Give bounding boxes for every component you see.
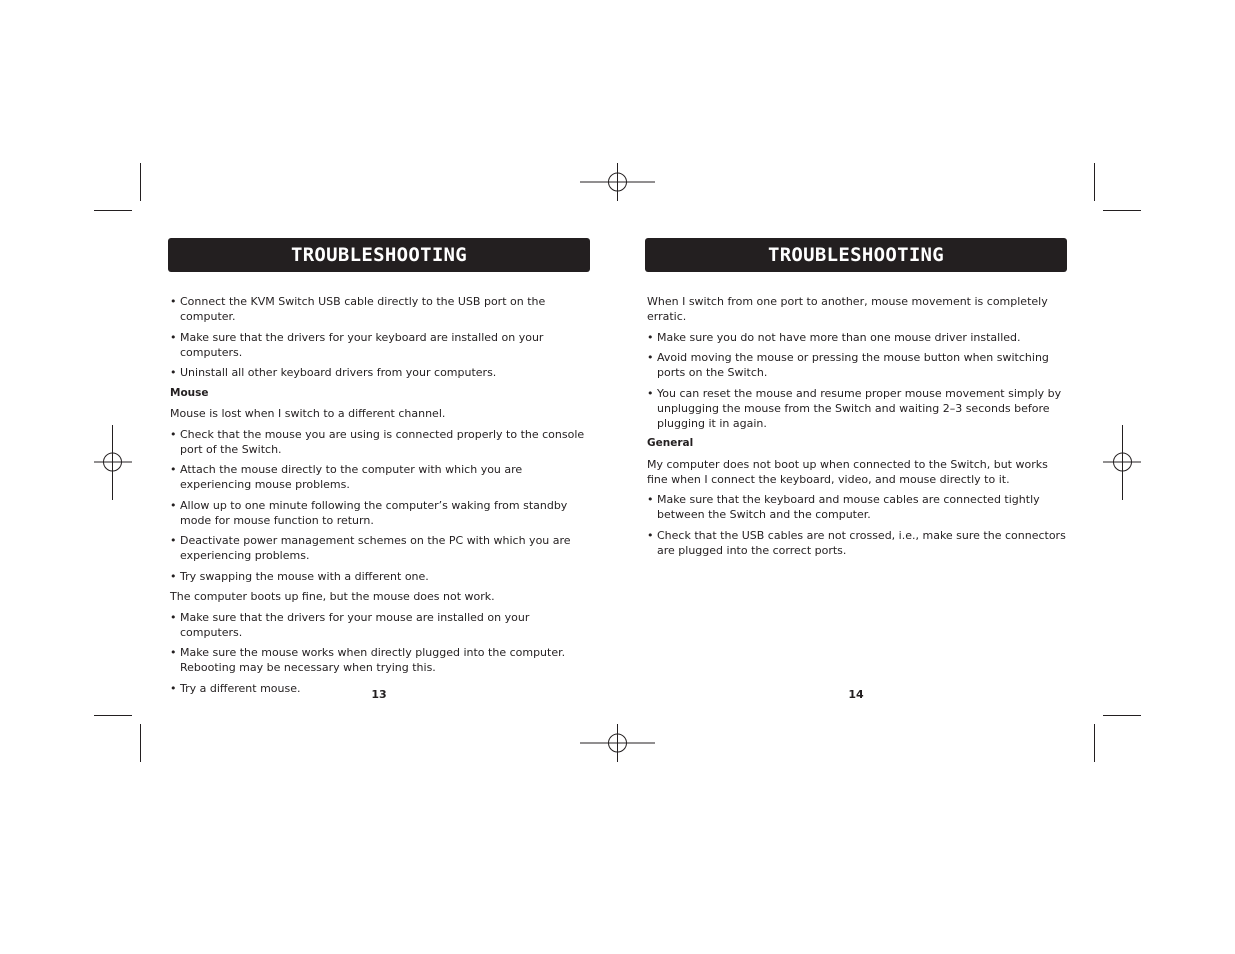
bullet-text: Make sure that the keyboard and mouse cables are connected tightly between the Switch and the computer. [657,493,1040,521]
bullet-text: Allow up to one minute following the computer’s waking from standby mode for mouse function to return. [180,498,568,527]
problem-statement: When I switch from one port to another, mouse movement is completely erratic. [647,295,1048,323]
bullet-item [647,350,1067,380]
bullet-item [170,498,590,528]
bullet-item [170,427,590,457]
crop-mark-bottom-left-vertical [140,724,141,762]
bullet-text: Make sure the mouse works when directly plugged into the computer. Rebooting may be necessary when trying this. [180,646,566,674]
bullet-item [170,330,590,360]
registration-mark-top-icon [580,163,655,201]
bullet-item [170,533,590,563]
bullet-item [170,294,590,324]
bullet-list [170,427,590,584]
crop-mark-top-left-vertical [140,163,141,201]
bullet-item [170,569,590,584]
bullet-text: Uninstall all other keyboard drivers from your computers. [180,366,497,379]
crop-mark-bottom-right-horizontal [1103,715,1141,716]
bullet-icon: • [170,366,177,379]
crop-mark-top-right-vertical [1094,163,1095,201]
right-page-title: TROUBLESHOOTING [767,244,945,266]
section-heading: General [647,437,694,449]
registration-mark-right-icon [1103,443,1141,481]
bullet-text: You can reset the mouse and resume proper mouse movement simply by unplugging the mouse from the Switch and waiting 2–3 seconds before plugging it in again. [657,386,1062,430]
bullet-icon: • [170,681,177,695]
bullet-text: Connect the KVM Switch USB cable directly to the USB port on the computer. [180,295,546,323]
bullet-item [170,645,590,675]
crop-mark-bottom-left-horizontal [94,715,132,716]
bullet-icon: • [170,427,177,441]
bullet-icon: • [647,330,654,344]
bullet-icon: • [170,498,177,512]
bullet-icon: • [170,646,177,659]
registration-mark-left-icon [94,443,132,481]
bullet-text: Deactivate power management schemes on the PC with which you are experiencing problems. [180,534,571,562]
bullet-icon: • [647,351,654,364]
bullet-text: Try swapping the mouse with a different one. [180,569,429,583]
bullet-item [170,610,590,640]
bullet-item [170,365,590,380]
right-page-content [645,294,1067,558]
bullet-item [647,330,1067,345]
bullet-list [647,492,1067,558]
right-page-title-banner [645,238,1067,272]
registration-mark-bottom-icon [580,724,655,762]
left-page-title: TROUBLESHOOTING [290,244,468,266]
problem-statement: Mouse is lost when I switch to a different channel. [170,407,446,420]
bullet-text: Make sure that the drivers for your mouse are installed on your computers. [180,610,530,639]
right-page-number: 14 [848,688,864,701]
bullet-icon: • [170,295,177,308]
bullet-icon: • [647,493,654,506]
bullet-item [647,528,1067,558]
bullet-item [170,462,590,492]
problem-statement: My computer does not boot up when connected to the Switch, but works fine when I connect the keyboard, video, and mouse directly to it. [647,457,1048,486]
bullet-icon: • [647,386,654,400]
bullet-list [170,294,590,380]
bullet-icon: • [170,463,177,476]
bullet-item [647,386,1067,431]
right-page [645,238,1067,563]
bullet-text: Make sure that the drivers for your keyboard are installed on your computers. [180,330,544,359]
bullet-icon: • [170,330,177,344]
crop-mark-top-right-horizontal [1103,210,1141,211]
bullet-icon: • [170,534,177,547]
crop-mark-top-left-horizontal [94,210,132,211]
bullet-text: Attach the mouse directly to the computer with which you are experiencing mouse problems. [180,463,523,491]
bullet-icon: • [170,569,177,583]
bullet-icon: • [170,610,177,624]
bullet-text: Make sure you do not have more than one mouse driver installed. [657,330,1021,344]
left-page-number: 13 [371,688,387,701]
bullet-text: Check that the mouse you are using is connected properly to the console port of the Switch. [180,427,585,456]
bullet-icon: • [647,528,654,542]
crop-mark-bottom-right-vertical [1094,724,1095,762]
bullet-text: Avoid moving the mouse or pressing the mouse button when switching ports on the Switch. [657,351,1049,379]
bullet-text: Check that the USB cables are not crossed, i.e., make sure the connectors are plugged into the correct ports. [657,528,1066,557]
bullet-text: Try a different mouse. [180,681,301,695]
problem-statement: The computer boots up fine, but the mouse does not work. [170,590,495,603]
section-heading: Mouse [170,386,209,399]
bullet-list [647,330,1067,431]
left-page-content [168,294,590,696]
left-page-title-banner [168,238,590,272]
bullet-list [170,610,590,696]
bullet-item [647,492,1067,522]
left-page [168,238,590,701]
